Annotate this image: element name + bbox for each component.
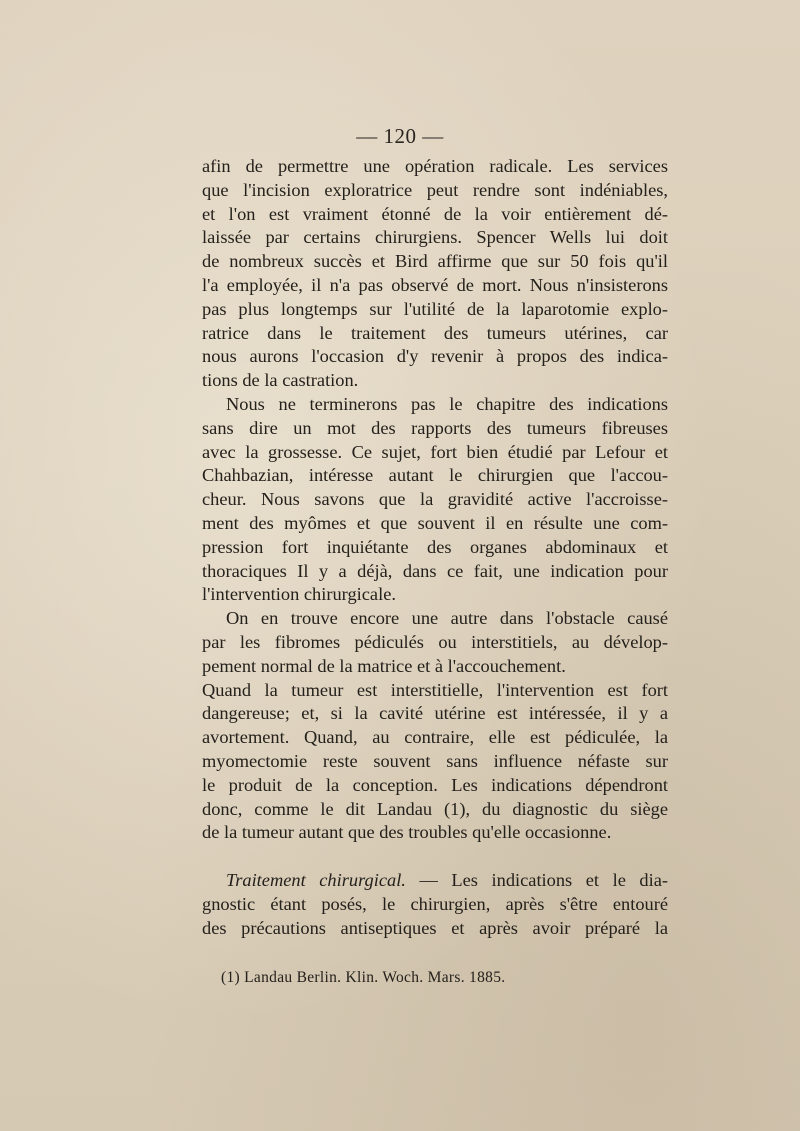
text-line: cheur. Nous savons que la gravidité active l'accroisse- xyxy=(202,489,668,510)
paragraph xyxy=(202,607,668,845)
text-line: Chahbazian, intéresse autant le chirurgien que l'accou- xyxy=(202,465,668,486)
text-line: par les fibromes pédiculés ou interstitiels, au dévelop- xyxy=(202,631,668,652)
text-line: dangereuse; et, si la cavité utérine est intéressée, il y a xyxy=(202,703,668,724)
paragraph xyxy=(202,869,668,940)
text-line: pression fort inquiétante des organes abdominaux et xyxy=(202,536,668,557)
text-line: l'intervention chirurgicale. xyxy=(202,584,396,605)
section-gap xyxy=(202,845,668,869)
text-line: nous aurons l'occasion d'y revenir à propos des indica- xyxy=(202,346,668,367)
text-line: de nombreux succès et Bird affirme que sur 50 fois qu'il xyxy=(202,251,668,272)
text-line: de la tumeur autant que des troubles qu'elle occasionne. xyxy=(202,822,612,843)
text-run: — Les indications et le dia- xyxy=(405,870,668,891)
text-line: et l'on est vraiment étonné de la voir entièrement dé- xyxy=(202,203,668,224)
text-line xyxy=(202,869,668,893)
text-line: l'a employée, il n'a pas observé de mort. Nous n'insisterons xyxy=(202,274,668,295)
paragraph xyxy=(202,155,668,393)
text-line: ratrice dans le traitement des tumeurs utérines, car xyxy=(202,322,668,343)
text-line: tions de la castration. xyxy=(202,370,359,391)
text-line: On en trouve encore une autre dans l'obstacle causé xyxy=(226,608,668,629)
text-line: pas plus longtemps sur l'utilité de la laparotomie explo- xyxy=(202,298,668,319)
text-line: myomectomie reste souvent sans influence néfaste sur xyxy=(202,750,668,771)
text-line: gnostic étant posés, le chirurgien, après s'être entouré xyxy=(202,893,668,914)
text-line: sans dire un mot des rapports des tumeurs fibreuses xyxy=(202,417,668,438)
footnote: (1) Landau Berlin. Klin. Woch. Mars. 1885. xyxy=(221,969,506,986)
paragraph xyxy=(202,393,668,607)
text-line: donc, comme le dit Landau (1), du diagnostic du siège xyxy=(202,798,668,819)
page-number: — 120 — xyxy=(356,124,444,148)
text-line: ment des myômes et que souvent il en résulte une com- xyxy=(202,512,668,533)
text-line: afin de permettre une opération radicale. Les services xyxy=(202,156,668,176)
text-line: laissée par certains chirurgiens. Spencer Wells lui doit xyxy=(202,227,668,248)
text-line: pement normal de la matrice et à l'accouchement. xyxy=(202,655,566,676)
text-line: des précautions antiseptiques et après avoir préparé la xyxy=(202,917,668,938)
text-line: avec la grossesse. Ce sujet, fort bien étudié par Lefour et xyxy=(202,441,668,462)
text-line: thoraciques Il y a déjà, dans ce fait, une indication pour xyxy=(202,560,668,581)
body-text xyxy=(202,155,668,941)
text-line: que l'incision exploratrice peut rendre sont indéniables, xyxy=(202,179,668,200)
text-line: Nous ne terminerons pas le chapitre des indications xyxy=(226,393,668,414)
section-heading: Traitement chirurgical. xyxy=(226,870,406,891)
text-line: Quand la tumeur est interstitielle, l'intervention est fort xyxy=(202,679,668,700)
text-line: avortement. Quand, au contraire, elle est pédiculée, la xyxy=(202,727,668,748)
text-line: le produit de la conception. Les indications dépendront xyxy=(202,774,668,795)
